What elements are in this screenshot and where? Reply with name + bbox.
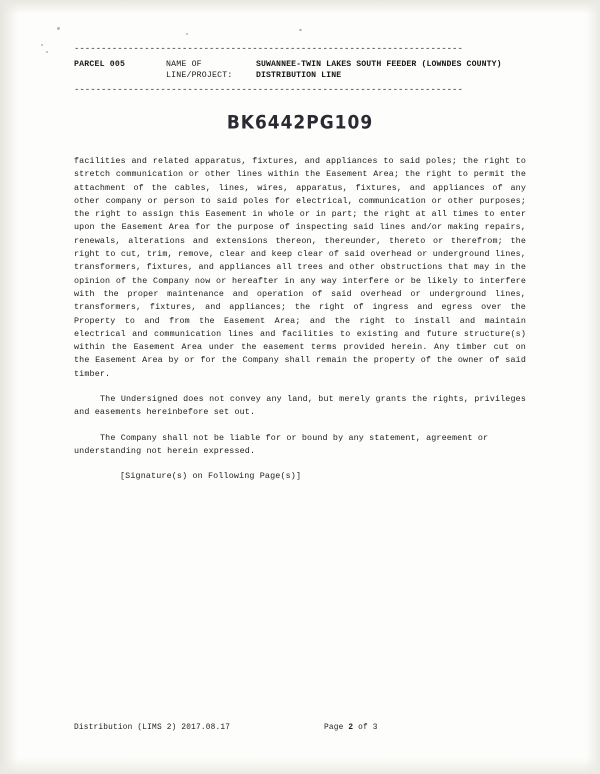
page-number-suffix: of 3 <box>353 724 378 732</box>
scan-speck <box>46 51 48 53</box>
body-paragraph-3: The Company shall not be liable for or bound by any statement, agreement or understanding not herein expressed. <box>74 432 489 456</box>
project-label-line2: LINE/PROJECT: <box>166 71 233 80</box>
footer-source-label: Distribution (LIMS 2) 2017.08.17 <box>74 724 231 732</box>
scan-edge-shadow-right <box>586 0 600 774</box>
scan-speck <box>57 27 60 30</box>
scan-speck <box>41 44 43 46</box>
scan-speck <box>299 29 302 31</box>
project-label-line1: NAME OF <box>166 60 202 69</box>
header-bottom-rule: ------------------------------------------------------------------------ <box>74 85 463 95</box>
page-footer <box>74 724 526 732</box>
page-number-label <box>324 724 526 732</box>
header-row <box>74 59 526 81</box>
scan-edge-shadow-bottom <box>0 758 600 774</box>
page-number-value: 2 <box>348 724 354 732</box>
project-value <box>256 59 526 81</box>
project-value-line1: SUWANNEE-TWIN LAKES SOUTH FEEDER (LOWNDES COUNTY) <box>256 60 502 69</box>
body-paragraph-1: facilities and related apparatus, fixtures, and appliances to said poles; the right to stretch communication or other lines within the Easement Area; the right to permit the attachment of the cables, lines, wires, apparatus, fixtures, and appliances of any other company or person to said poles for electrical, communication or other purposes; the right to assign this Easement in whole or in part; the right at all times to enter upon the Easement Area for the purpose of inspecting said lines and/or making repairs, renewals, alterations and extensions thereon, thereunder, thereto or therefrom; the right to cut, trim, remove, clear and keep clear of said overhead or underground lines, transformers, fixtures, and appliances all trees and other obstructions that may in the opinion of the Company now or hereafter in any way interfere or be likely to interfere with the proper maintenance and operation of said overhead or underground lines, transformers, fixtures, and appliances; the right of ingress and egress over the Property to and from the Easement Area; and the right to install and maintain electrical and communication lines and facilities to existing and future structure(s) within the Easement Area under the easement terms provided herein. Any timber cut on the Easement Area by or for the Company shall remain the property of the owner of said timber. <box>74 156 526 379</box>
document-body <box>74 155 526 484</box>
signature-note: [Signature(s) on Following Page(s)] <box>120 471 302 482</box>
book-page-stamp <box>74 113 526 133</box>
project-label <box>166 59 256 81</box>
body-paragraph-2: The Undersigned does not convey any land, but merely grants the rights, privileges and easements hereinbefore set out. <box>74 394 526 418</box>
header-top-rule: ------------------------------------------------------------------------ <box>74 44 463 54</box>
scan-speck <box>186 33 188 35</box>
scan-edge-shadow-top <box>0 0 600 14</box>
project-value-line2: DISTRIBUTION LINE <box>256 71 342 80</box>
book-page-stamp-text: BK6442PG109 <box>226 112 374 134</box>
document-content <box>74 44 526 484</box>
parcel-label: PARCEL 005 <box>74 60 126 69</box>
page-number-prefix: Page <box>324 724 349 732</box>
scan-edge-shadow-left <box>0 0 18 774</box>
